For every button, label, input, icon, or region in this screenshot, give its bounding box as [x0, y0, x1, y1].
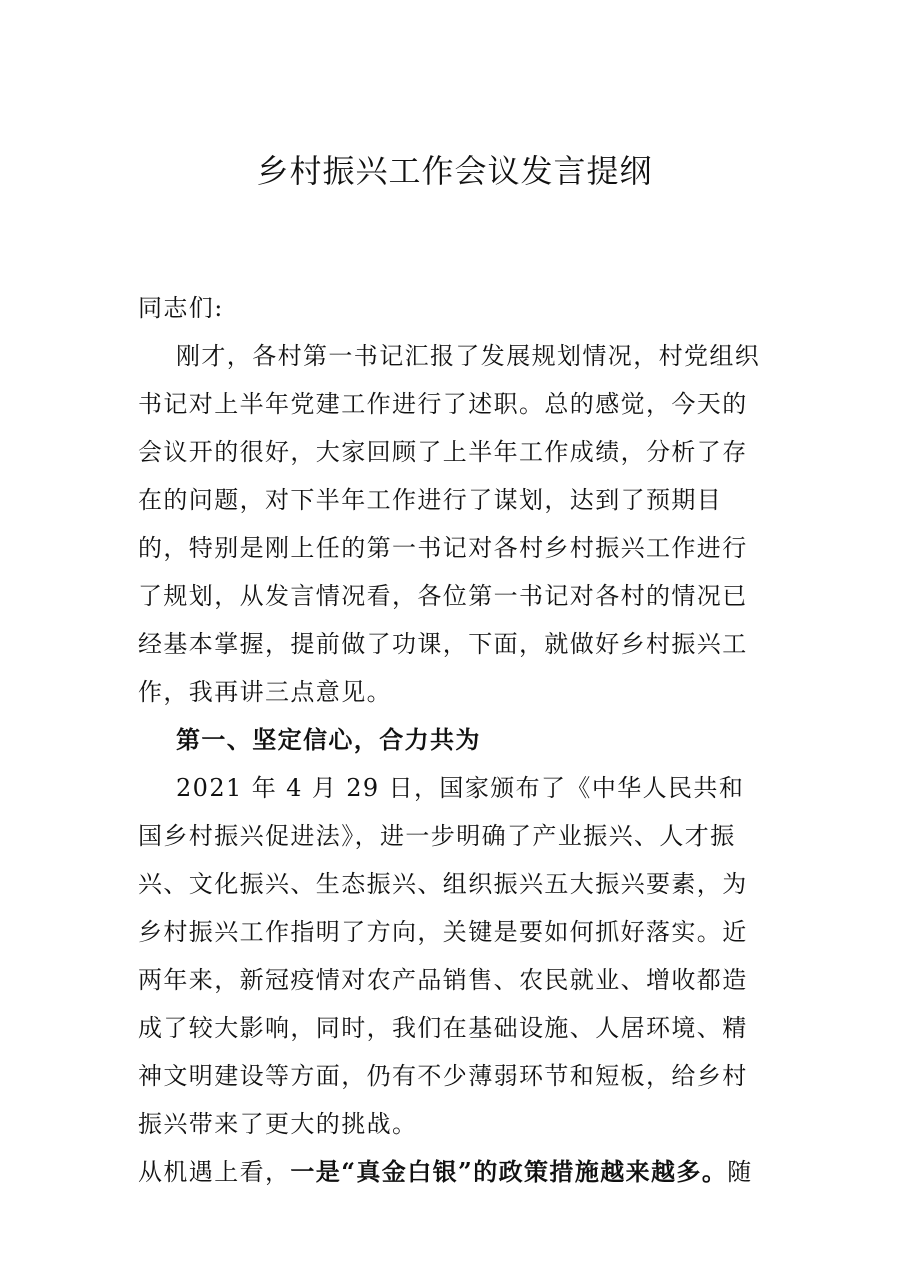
- greeting: 同志们:: [138, 294, 224, 322]
- opportunity-bold-text: 一是“真金白银”的政策措施越来越多。: [290, 1157, 728, 1186]
- opportunity-lead-text: 从机遇上看，: [138, 1158, 291, 1186]
- section-heading-first: 第一、坚定信心，合力共为: [176, 725, 481, 754]
- document-body: [138, 284, 768, 1196]
- law-background-paragraph: 2021 年 4 月 29 日，国家颁布了《中华人民共和国乡村振兴促进法》，进一步明确了产业振兴、人才振兴、文化振兴、生态振兴、组织振兴五大振兴要素，为乡村振兴工作指明了方向，关键是要如何抓好落实。近两年来，新冠疫情对农产品销售、农民就业、增收都造成了较大影响，同时，我们在基础设施、人居环境、精神文明建设等方面，仍有不少薄弱环节和短板，给乡村振兴带来了更大的挑战。: [138, 774, 748, 1138]
- opportunity-tail-text: 随: [727, 1158, 753, 1186]
- opening-paragraph: 刚才，各村第一书记汇报了发展规划情况，村党组织书记对上半年党建工作进行了述职。总的感觉，今天的会议开的很好，大家回顾了上半年工作成绩，分析了存在的问题，对下半年工作进行了谋划，达到了预期目的，特别是刚上任的第一书记对各村乡村振兴工作进行了规划，从发言情况看，各位第一书记对各村的情况已经基本掌握，提前做了功课，下面，就做好乡村振兴工作，我再讲三点意见。: [138, 342, 761, 706]
- opportunity-paragraph: [138, 1148, 768, 1196]
- document-title: 乡村振兴工作会议发言提纲: [256, 152, 653, 190]
